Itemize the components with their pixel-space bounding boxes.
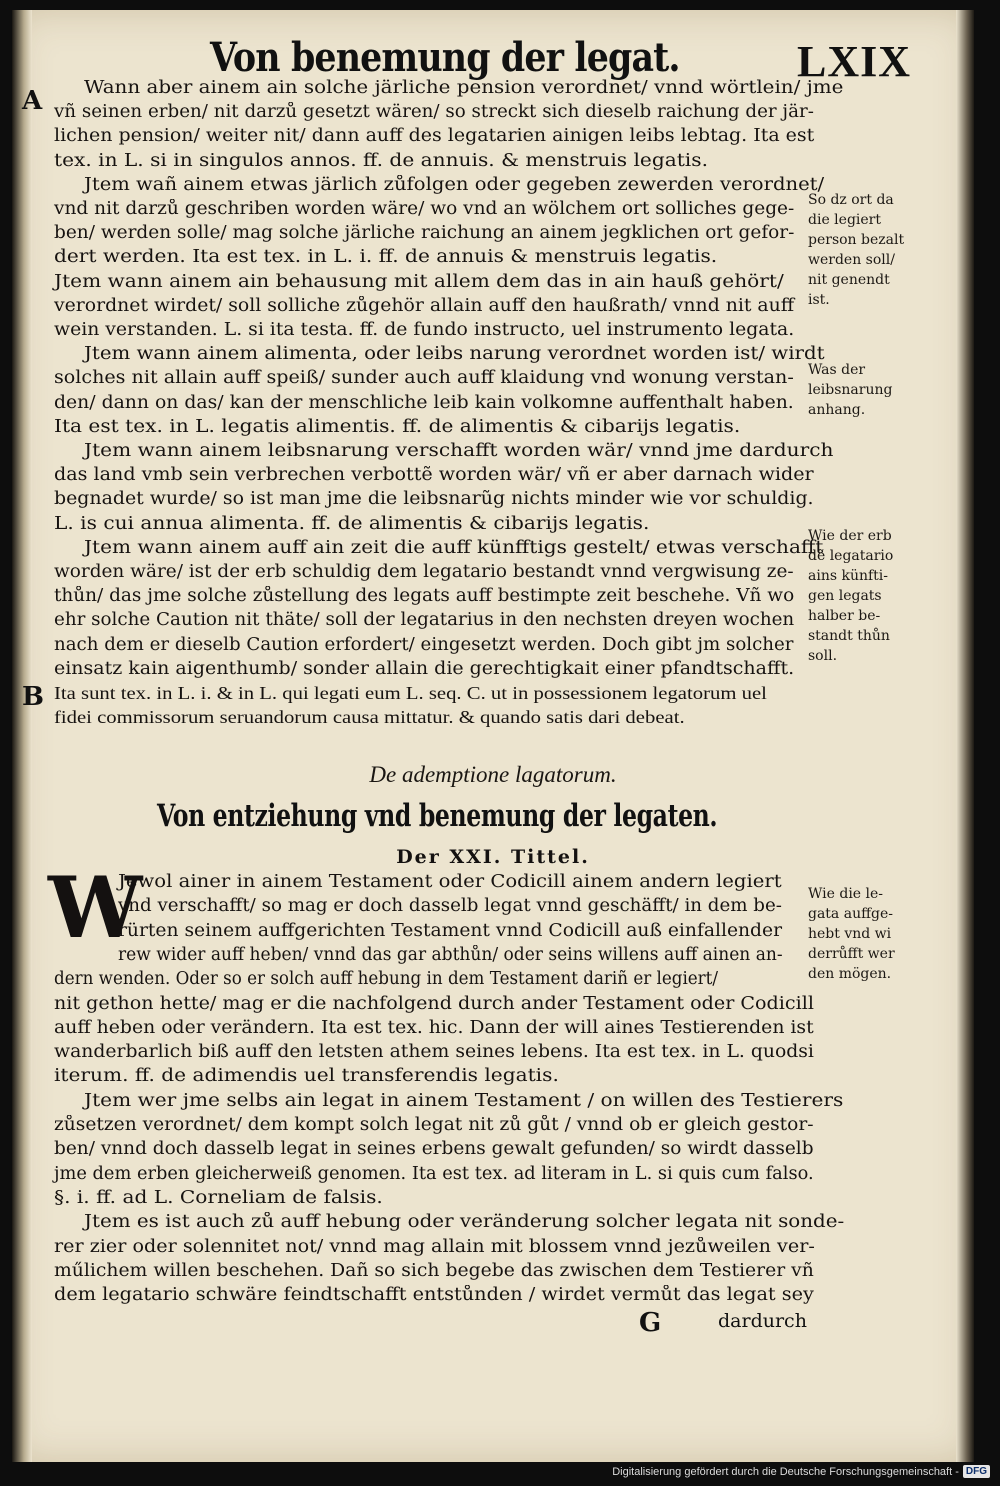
credit-text: Digitalisierung gefördert durch die Deutsche Forschungsgemeinschaft - bbox=[612, 1465, 959, 1478]
text-line: den/ dann on das/ kan der menschliche leib kain volkomne auffenthalt haben. bbox=[54, 392, 794, 413]
margin-note-line: person bezalt bbox=[808, 232, 905, 248]
text-line: auff heben oder verändern. Ita est tex. hic. Dann der will aines Testierenden ist bbox=[54, 1017, 814, 1038]
text-line: rer zier oder solennitet not/ vnnd mag allain mit blossem vnnd jezůweilen ver- bbox=[54, 1236, 815, 1257]
margin-note-line: soll. bbox=[808, 648, 838, 664]
text-line: Jtem wer jme selbs ain legat in ainem Testament / on willen des Testierers bbox=[84, 1090, 844, 1111]
latin-heading: De ademptione lagatorum. bbox=[369, 762, 617, 787]
text-line: ehr solche Caution nit thäte/ soll der legatarius in den nechsten dreyen wochen bbox=[54, 610, 795, 631]
margin-note-line: anhang. bbox=[808, 402, 866, 418]
margin-note-line: halber be- bbox=[808, 608, 881, 624]
margin-note-line: Wie der erb bbox=[808, 528, 892, 544]
digitization-credit bbox=[612, 1465, 990, 1478]
text-line: vñ seinen erben/ nit darzů gesetzt wären/ so streckt sich dieselb raichung der jär- bbox=[54, 102, 814, 123]
margin-note-line: standt thůn bbox=[808, 628, 890, 644]
text-line: rürten seinem auffgerichten Testament vnnd Codicill auß einfallender bbox=[118, 920, 783, 941]
margin-note-line: leibsnarung bbox=[808, 382, 893, 398]
side-mark-a: A bbox=[22, 86, 43, 116]
margin-note-line: derrůfft wer bbox=[808, 946, 895, 962]
section-title: Von entziehung vnd benemung der legaten. bbox=[157, 798, 718, 834]
margin-note-line: die legiert bbox=[808, 212, 881, 228]
chapter-title: Der XXI. Tittel. bbox=[396, 846, 590, 868]
margin-note-line: Wie die le- bbox=[808, 886, 884, 902]
text-line: zůsetzen verordnet/ dem kompt solch legat nit zů gůt / vnnd ob er gleich gestor- bbox=[54, 1115, 814, 1135]
text-line: das land vmb sein verbrechen verbottẽ worden wär/ vñ er aber darnach wider bbox=[54, 465, 814, 486]
text-line: nit gethon hette/ mag er die nachfolgend durch ander Testament oder Codicill bbox=[54, 993, 814, 1014]
text-line: lichen pension/ weiter nit/ dann auff des legatarien ainigen leibs lebtag. Ita est bbox=[54, 126, 815, 147]
margin-note-line: Was der bbox=[808, 362, 866, 378]
text-line: vnd nit darzů geschriben worden wäre/ wo vnd an wölchem ort solliches gege- bbox=[54, 199, 795, 219]
text-line: §. i. ff. ad L. Corneliam de falsis. bbox=[54, 1187, 383, 1208]
text-line: L. is cui annua alimenta. ff. de alimentis & cibarijs legatis. bbox=[54, 513, 650, 534]
text-line: dem legatario schwäre feindtschafft entstůnden / wirdet vermůt das legat sey bbox=[54, 1285, 814, 1306]
text-line: Jtem es ist auch zů auff hebung oder veränderung solcher legata nit sonde- bbox=[84, 1212, 845, 1233]
text-line: nach dem er dieselb Caution erfordert/ eingesetzt werden. Doch gibt jm solcher bbox=[54, 634, 794, 655]
text-line: wein verstanden. L. si ita testa. ff. de fundo instructo, uel instrumento legata. bbox=[54, 320, 795, 340]
text-line: rew wider auff heben/ vnnd das gar abthůn/ oder seins willens auff ainen an- bbox=[118, 944, 783, 965]
running-head: Von benemung der legat. bbox=[210, 34, 680, 81]
text-line: ben/ werden solle/ mag solche järliche raichung an ainem jegklichen ort gefor- bbox=[54, 223, 795, 244]
text-line: ben/ vnnd doch dasselb legat in seines erbens gewalt gefunden/ so wirdt dasselb bbox=[54, 1139, 814, 1160]
margin-note-line: werden soll/ bbox=[808, 252, 895, 268]
text-line: tex. in L. si in singulos annos. ff. de annuis. & menstruis legatis. bbox=[54, 150, 708, 171]
margin-note-line: nit genendt bbox=[808, 272, 890, 288]
text-line: thůn/ das jme solche zůstellung des legats auff bestimpte zeit beschehe. Vñ wo bbox=[54, 586, 795, 607]
margin-note-line: dẽ legatario bbox=[808, 548, 894, 564]
text-line: Jtem wann ainem ain behausung mit allem dem das in ain hauß gehört/ bbox=[54, 271, 784, 292]
text-line: Jtem wañ ainem etwas järlich zůfolgen oder gegeben zewerden verordnet/ bbox=[84, 174, 825, 195]
margin-note-line: ains künfti- bbox=[808, 568, 889, 584]
side-mark-b: B bbox=[22, 682, 44, 712]
text-line: solches nit allain auff speiß/ sunder auch auff klaidung vnd wonung verstan- bbox=[54, 368, 794, 389]
drop-cap-initial: W bbox=[48, 858, 143, 957]
text-line: jme dem erben gleicherweiß genomen. Ita est tex. ad literam in L. si quis cum falso. bbox=[54, 1163, 814, 1184]
dfg-logo: DFG bbox=[963, 1465, 990, 1478]
text-line: dern wenden. Oder so er solch auff hebung in dem Testament dariñ er legiert/ bbox=[54, 969, 719, 990]
text-line: dert werden. Ita est tex. in L. i. ff. de annuis & menstruis legatis. bbox=[54, 247, 718, 268]
margin-note-line: gata auffge- bbox=[808, 906, 894, 922]
page-edge-shadow bbox=[956, 10, 974, 1462]
margin-note-line: gen legats bbox=[808, 588, 882, 604]
text-line: vnd verschafft/ so mag er doch dasselb legat vnnd geschäfft/ in dem be- bbox=[118, 896, 782, 917]
text-line: begnadet wurde/ so ist man jme die leibsnarũg nichts minder wie vor schuldig. bbox=[54, 489, 814, 510]
text-line: verordnet wirdet/ soll solliche zůgehör allain auff den haußrath/ vnnd nit auff bbox=[54, 295, 795, 316]
text-line: Jtem wann ainem auff ain zeit die auff künfftigs gestelt/ etwas verschafft bbox=[84, 537, 824, 558]
text-line: einsatz kain aigenthumb/ sonder allain die gerechtigkait einer pfandtschafft. bbox=[54, 658, 795, 679]
margin-note-line: So dz ort da bbox=[808, 192, 894, 208]
text-line: Jtem wann ainem alimenta, oder leibs narung verordnet worden ist/ wirdt bbox=[84, 344, 825, 365]
text-line: Wann aber ainem ain solche järliche pension verordnet/ vnnd wörtlein/ jme bbox=[84, 78, 844, 98]
text-line: worden wäre/ ist der erb schuldig dem legatario bestandt vnnd vergwisung ze- bbox=[54, 562, 794, 582]
page-gutter bbox=[12, 10, 32, 1462]
text-line: Ita est tex. in L. legatis alimentis. ff. de alimentis & cibarijs legatis. bbox=[54, 416, 741, 437]
signature-mark: G bbox=[639, 1308, 662, 1338]
text-line: műlichem willen beschehen. Dañ so sich begebe das zwischen dem Testierer vñ bbox=[54, 1260, 814, 1281]
book-page bbox=[12, 10, 974, 1462]
catchword: dardurch bbox=[718, 1310, 807, 1332]
text-line: Jewol ainer in ainem Testament oder Codicill ainem andern legiert bbox=[118, 872, 782, 892]
margin-note-line: hebt vnd wi bbox=[808, 926, 892, 942]
text-line: iterum. ff. de adimendis uel transferendis legatis. bbox=[54, 1066, 559, 1087]
text-line: wanderbarlich biß auff den letsten athem seines lebens. Ita est tex. in L. quodsi bbox=[54, 1042, 814, 1063]
margin-note-line: den mögen. bbox=[808, 966, 892, 982]
text-line: fidei commissorum seruandorum causa mittatur. & quando satis dari debeat. bbox=[54, 707, 685, 728]
margin-note-line: ist. bbox=[808, 292, 830, 308]
text-line: Ita sunt tex. in L. i. & in L. qui legati eum L. seq. C. ut in possessionem legatorum uel bbox=[54, 683, 767, 703]
text-line: Jtem wann ainem leibsnarung verschafft worden wär/ vnnd jme dardurch bbox=[84, 441, 834, 461]
folio-number: LXIX bbox=[797, 37, 912, 86]
